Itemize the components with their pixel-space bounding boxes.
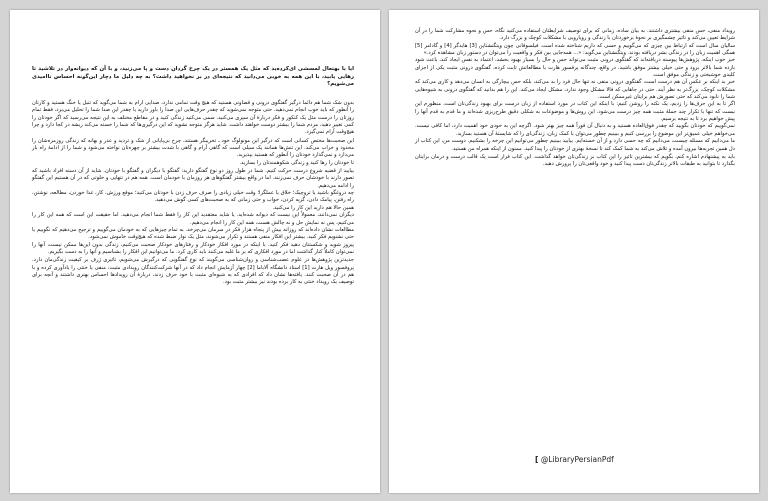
paragraph: همین حالا هم دارید این کار را می‌کنید. — [272, 204, 354, 211]
paragraph: نمی‌گوییم که خودتان بگویید که چقدر فوق‌العاده هستید و به دنبال آن فوراً همه چیز بهتر شود. اگرچه این به خودی خود اهمیت دارد، اما کافی نیست. می‌خواهم خیلی عمیق‌تر این موضوع را بررسی کنیم و ببینیم چطور می‌توان با کمک زبان، زندگی‌ای را که شایستهٔ آن هستید بسازید. — [415, 123, 735, 137]
paragraph: بدون شک شما هم دائما درگیر گفتگوی درونی و قضاوتی هستید که هیچ وقت تمامی ندارد، صدایی ارام به شما می‌گوید که تنبل یا خنگ هستید و کارتان را آنطور که باید خوب انجام نمی‌دهید. حتی متوجه نمی‌شوید که چقدر حرف‌هایی این صدا را باور دارید یا چقدر این صدا شما را تحلیل می‌برد، فقط تمام روزتان را درست مثل یک کنکور و فکر دربارهٔ آن سپری می‌کنید. سمی می‌کنید زندگی کنید و در مقاطع مختلف به این نتیجه می‌رسید که اگر خودتان را کمی تغییر دهید، مردم شما را بیشتر دوست خواهند داشت. شاید هرگز متوجه نشوید که این درگیری‌ها که شما را خسته می‌کند ریشه در کجا دارد و چرا هیچ‌وقت آرام نمی‌گیرد. — [32, 100, 354, 136]
paragraph: باید به پیشنهادم اشاره کنم، بگویم که بیشترین تاثیر را این کتاب بر زندگی‌تان خواهد گذاشت. این کتاب فرار است یک قالب درست و درمان برایتان بگذارد تا بتوانید به طبقات بالاتر زندگی‌تان دست پیدا کنید و خود واقعی‌تان را پرورش دهید. — [415, 153, 735, 168]
paragraph: بیایید از قضیه شروع درست حرکت کنیم. شما در طول روز دو نوع گفتگو دارید: گفتگو با دیگران و گفتگو با خودتان. شاید از آن دسته افراد باشید که تصور دارند با خودشان حرف نمی‌زنند. اما در واقع بیشتر گفتگوهای هر روزمان با خودمان است. همه هم در تنهایی و خلوتی که در آن هستیم این گفتگو را ادامه می‌دهیم. — [32, 168, 354, 189]
paragraph: خبر خوب اینکه، پژوهش‌ها پیوسته دریافته‌اند که گفتگوی درونی مثبت می‌تواند حس و حال را بسیار بهبود بخشد، اعتماد به نفس ایجاد کند، باعث شود بازده شما بالاتر برود و حتی خیلی بیشتر موفق باشید. در واقع، چندگانه پرفسور هارت با مطالعاتش ثابت کرده، گفتگوی درونی مثبت یکی از اجزای کلیدی خوشبختی و زندگی موفق است. — [415, 57, 735, 79]
paragraph: دیگران نمی‌دانند، معمولاً این نیست که دیوانه شده‌اید. یا شاید معتقدید این کار را فقط شما انجام می‌دهید. اما حقیقت این است که همه این کار را می‌کنیم، پس نه نمایش حل و نه چالش هست، همه این کار را انجام می‌دهیم. — [32, 212, 354, 226]
paragraph: پیروز شوید و شکستتان دهید فکر کنید. با اینکه در مورد افکار خودکار و رفتارهای خودکار صحبت می‌کنیم، زندگی بدون این‌ها ممکن نیست، آنها را نمی‌توان کاملاً کنار گذاشت اما در مورد افکاری که بر ما غلبه می‌کنند باید کاری کرد. ما می‌توانیم این افکار را بشناسیم و آنها را به دست بگیریم. — [32, 241, 354, 255]
paragraph: خبر بد اینکه بر عکس آن هم درست است، گفتگوی درونی منفی نه تنها حال فرد را بد می‌کند، بلکه حس بیچارگی به انسان می‌دهد و کاری می‌کند که مشکلات کوچک، بزرگ‌تر به نظر آیند. حتی در جاهایی که فالا مشکل وجود ندارد، مشکل ایجاد می‌کند. این را هم بدانید که گفتگوی درونی به شیوه‌هایی شما را نابود می‌کند که حتی تصورش هم برایتان غیرممکن است. — [415, 79, 735, 101]
paragraph: اگر تا به این حرف‌ها را زدیم، یک نکته را روشن کنیم: با اینکه این کتاب در مورد استفاده از زبان درست برای بهبود زندگی‌تان است، منظورم این نیست که تنها با تکرار چند جملهٔ مثبت همه چیز درست می‌شود. این روش‌ها و موضوعات به شکلی دقیق طرح‌ریزی شده‌اند و ما قدم به قدم آنها را پیش خواهیم برد تا به نتیجه برسیم. — [415, 101, 735, 123]
channel-watermark — [535, 455, 614, 464]
right-page — [389, 10, 759, 493]
paragraph: سالیان سال است که ارتباط بین چیزی که می‌گوییم و حسی که داریم شناخته شده است. فیلسوفانی چون ویتگنشتاین [3] هایدگر [4] و گادامر [5] همگی اهمیت زبان را در زندگی بشر دریافته بودند. ویتگنشتاین می‌گوید: «... همه‌جایی بین فکر و واقعیت را می‌توان در دستور زبان مشاهده کرد.» — [415, 42, 735, 57]
paragraph: تا خودتان را رها کنید و زندگی شکوهمندتان را بسازید. — [239, 159, 354, 166]
paragraph: رویداد منفی، حس منفی بیشتری داشتند. به بیان ساده، زمانی که برای توصیف شرایطتان استفاده می‌کنید نگاه، حس و نحوه مشارکت شما را در آن شرایط تعیین می‌کند و تاثیر چشمگیری بر نحوهٔ برخوردتان با زندگی و رویارویی با مشکلات کوچک و بزرگ دارد. — [415, 28, 735, 42]
left-page — [10, 10, 380, 493]
watermark-text: @LibraryPersianPdf — [540, 455, 614, 464]
paragraph: چه دروغگو باشید یا تروچیک؛ خلاق یا عملگرا؛ وقت خیلی زیادی را صرف حرف زدن با خودتان می‌کنید؛ موقع ورزش، کار، غذا خوردن، مطالعه، نوشتن، راه رفتن، پیامک دادن، گریه کردن، خواب و حتی زمانی که به صحبت‌های کسی گوش می‌دهید. — [32, 190, 354, 204]
paragraph: مطالعات نشان داده‌اند که روزانه بیش از پنجاه هزار فکر در سرمان می‌چرخد. به تمام چیزهایی که به خودمان می‌گوییم و ترجیح می‌دهیم که نگوییم یا حتی نشنویم فکر کنید. بیشتر این افکار منفی هستند و تکرار می‌شوند، مثل یک نوار ضبط شده که هیچ‌وقت خاموش نمی‌شود. — [32, 226, 354, 241]
watermark-bracket: [ — [535, 455, 539, 464]
paragraph: این صحبت‌ها مختص کسانی است که درگیر این مونولوگ خود ـ تخریبگر هستند، چرخ بی‌پایانی از شک و تردید و عذر و بهانه که زندگی روزمره‌شان را محدود و خراب می‌کند. این تنش‌ها همانند یک سیلی است که گاهی آرام و گاهی با شدت بیشتر بر چهره‌تان نواخته می‌شود و شما را از ادامهٔ راه باز می‌دارد و نمی‌گذارد خودتان را آنطور که هستید بپذیرید. — [32, 137, 354, 159]
right-page-body — [415, 28, 735, 169]
paragraph: ما می‌دانیم که مسئله چیست، می‌دانیم که چه حسی دارد و از آن خسته‌ایم. بیایید ببینیم چطور می‌توانیم این چرخه را بشکنیم. دوست من، این کتاب از دل همین تجربه‌ها بیرون آمده و تلاش می‌کند به شما کمک کند تا نسخهٔ بهتری از خودتان را پیدا کنید. ممنون از اینکه همراه من هستید. — [415, 138, 735, 152]
chapter-intro: ایا با بهتعال لمسشی ای‌کرده‌ید که‌ مثل یک‌ همستر در یک‌ چرخ گردان دست و پا می‌زنید، و با آن که‌ دیوانه‌وار در تلاشید تا رهایی یابید، با این همه به خوبی می‌دانید که‌ نتیجه‌ای در بر نخواهید داشت؟ به چه دلیل ما دچار این‌گونه احساس ناامیدی می‌شویم؟ — [32, 66, 354, 88]
paragraph: جدیدترین پژوهش‌ها در علوم عصب‌شناسی و روان‌شناسی می‌گویند که نوع گفتگویی که درگیرش می‌شویم، تاثیری ژرف بر کیفیت زندگی‌مان دارد. پروفسور ویل هارت [1] استاد دانشگاه آلاباما [2] چهار آزمایش انجام داد که در آنها شرکت‌کنندگان رویدادی مثبت، منفی یا خنثی را یادآوری کرده و با هم در آن صحبت کنند. یافته‌ها نشان داد که افرادی که به شیوه‌ای مثبت با خود حرف زدند، دربارهٔ آن رویدادها احساس بهتری داشتند و آنچه برای توصیف یک رویداد خنثی به کار برده بودند نیز بیشتر مثبت بود. — [32, 257, 354, 286]
left-page-body — [32, 100, 354, 287]
